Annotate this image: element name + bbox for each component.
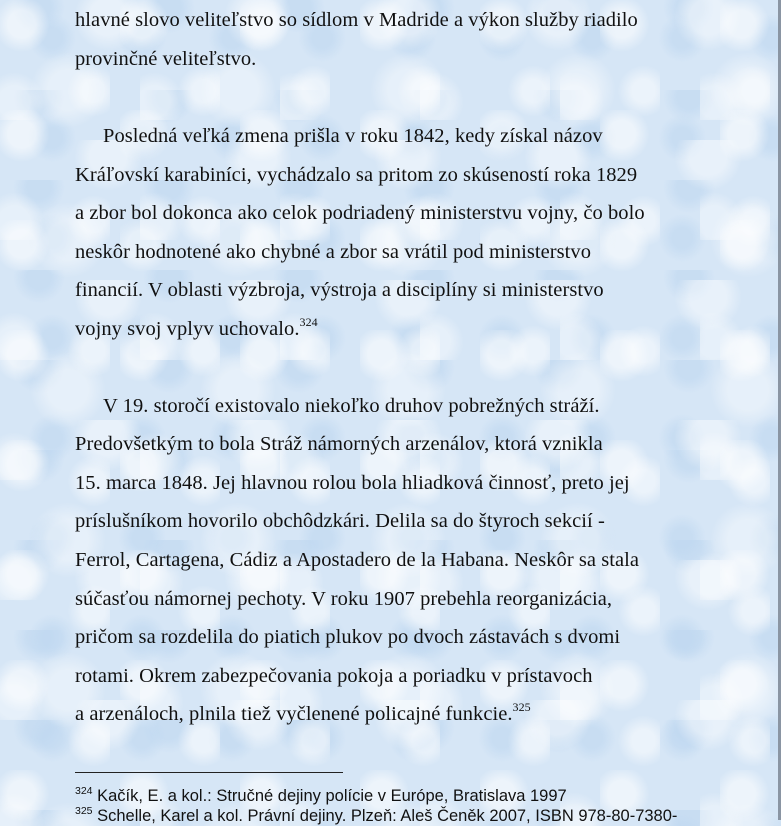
- footnote-number: 325: [75, 805, 93, 817]
- text-line: V 19. storočí existovalo niekoľko druhov pobrežných stráží.: [103, 395, 600, 417]
- text-line: [75, 702, 531, 726]
- text-line: súčasťou námornej pechoty. V roku 1907 prebehla reorganizácia,: [75, 588, 613, 610]
- footnote-number: 324: [75, 785, 93, 797]
- text-line: rotami. Okrem zabezpečovania pokoja a poriadku v prístavoch: [75, 665, 593, 687]
- text-line: pričom sa rozdelila do piatich plukov po dvoch zástavách s dvomi: [75, 626, 621, 648]
- text-line-content: vojny svoj vplyv uchovalo.: [75, 318, 300, 340]
- footnote-text: Kačík, E. a kol.: Stručné dejiny polície v Európe, Bratislava 1997: [97, 787, 567, 805]
- text-line: Predovšetkým to bola Stráž námorných arzenálov, ktorá vznikla: [75, 433, 603, 455]
- footnote-text: Schelle, Karel a kol. Právní dejiny. Plzeň: Aleš Čeněk 2007, ISBN 978-80-7380-: [97, 807, 678, 825]
- footnote-separator: [75, 772, 343, 773]
- footnote-ref-324[interactable]: 324: [299, 315, 318, 329]
- footnote-324: [75, 786, 567, 806]
- text-line: provinčné veliteľstvo.: [75, 48, 257, 70]
- text-line: financií. V oblasti výzbroja, výstroja a disciplíny si ministerstvo: [75, 279, 604, 301]
- text-line: neskôr hodnotené ako chybné a zbor sa vrátil pod ministerstvo: [75, 241, 591, 263]
- text-line: Posledná veľká zmena prišla v roku 1842, kedy získal názov: [103, 125, 603, 147]
- footnote-ref-325[interactable]: 325: [512, 700, 531, 714]
- text-line: príslušníkom hovorilo obchôdzkári. Delila sa do štyroch sekcií -: [75, 510, 605, 532]
- text-line: Ferrol, Cartagena, Cádiz a Apostadero de la Habana. Neskôr sa stala: [75, 549, 640, 571]
- footnote-325: [75, 806, 677, 826]
- text-line: a zbor bol dokonca ako celok podriadený ministerstvu vojny, čo bolo: [75, 202, 645, 224]
- text-line: hlavné slovo veliteľstvo so sídlom v Madride a výkon služby riadilo: [75, 9, 638, 31]
- text-line-content: a arzenáloch, plnila tiež vyčlenené policajné funkcie.: [75, 703, 513, 725]
- text-line: Kráľovskí karabiníci, vychádzalo sa pritom zo skúseností roka 1829: [75, 164, 638, 186]
- text-line: 15. marca 1848. Jej hlavnou rolou bola hliadková činnosť, preto jej: [75, 472, 630, 494]
- text-line: [75, 317, 318, 341]
